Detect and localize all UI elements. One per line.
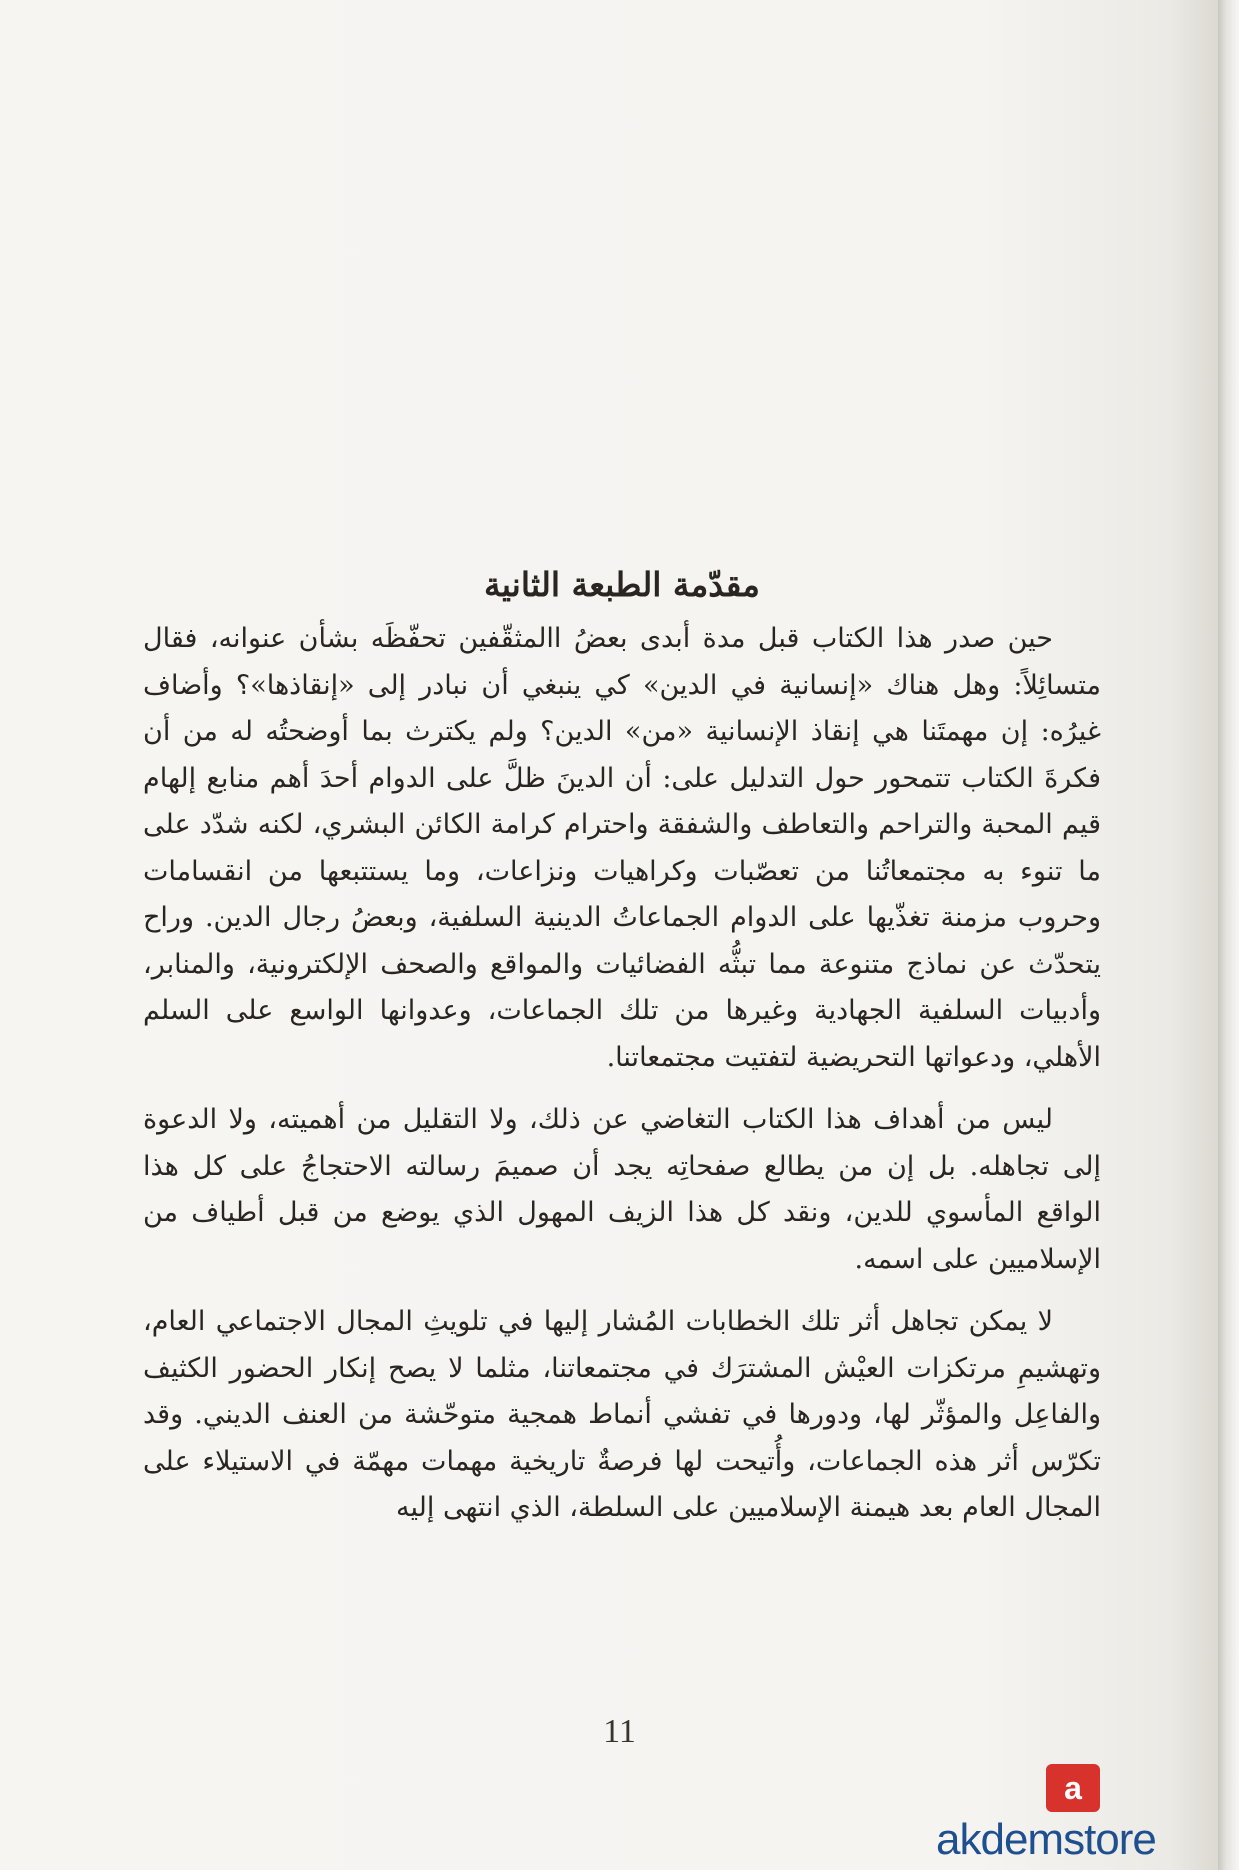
chapter-title: مقدّمة الطبعة الثانية bbox=[484, 565, 760, 604]
store-logo-icon bbox=[1046, 1764, 1100, 1812]
page-edge bbox=[1218, 0, 1239, 1870]
paragraph-1: حين صدر هذا الكتاب قبل مدة أبدى بعضُ االمثقّفين تحفّظَه بشأن عنوانه، فقال متسائِلاً: وهل هناك «إنسانية في الدين» كي ينبغي أن نبادر إلى «إنقاذها»؟ وأضاف غيرُه: إن مهمتَنا هي إنقاذ الإنسانية «من» الدين؟ ولم يكترث بما أوضحتُه له من أن فكرةَ الكتاب تتمحور حول التدليل على: أن الدينَ ظلَّ على الدوام أحدَ أهم منابع إلهام قيم المحبة والتراحم والتعاطف والشفقة واحترام كرامة الكائن البشري، لكنه شدّد على ما تنوء به مجتمعاتُنا من تعصّبات وكراهيات ونزاعات، وما يستتبعها من انقسامات وحروب مزمنة تغذّيها على الدوام الجماعاتُ الدينية السلفية، وبعضُ رجال الدين. وراح يتحدّث عن نماذج متنوعة مما تبثُّه الفضائيات والمواقع والصحف الإلكترونية، والمنابر، وأدبيات السلفية الجهادية وغيرها من تلك الجماعات، وعدوانها الواسع على السلم الأهلي، ودعواتها التحريضية لتفتيت مجتمعاتنا. bbox=[143, 623, 1101, 1073]
body-text bbox=[143, 562, 1101, 1548]
paragraph-3: لا يمكن تجاهل أثر تلك الخطابات المُشار إليها في تلويثِ المجال الاجتماعي العام، وتهشيمِ مرتكزات العيْش المشترَك في مجتمعاتنا، مثلما لا يصح إنكار الحضور الكثيف والفاعِل والمؤثّر لها، ودورها في تفشي أنماط همجية متوحّشة من العنف الديني. وقد تكرّس أثر هذه الجماعات، وأُتيحت لها فرصةٌ تاريخية مهمات مهمّة في الاستيلاء على المجال العام بعد هيمنة الإسلاميين على السلطة، الذي انتهى إليه bbox=[143, 1306, 1101, 1523]
store-watermark bbox=[936, 1764, 1236, 1866]
page-number: 11 bbox=[603, 1713, 636, 1750]
store-name: akdemstore bbox=[936, 1815, 1156, 1864]
paragraph-2: ليس من أهداف هذا الكتاب التغاضي عن ذلك، ولا التقليل من أهميته، ولا الدعوة إلى تجاهله. بل إن من يطالع صفحاتِه يجد أن صميمَ رسالته الاحتجاجُ على كل هذا الواقع المأسوي للدين، ونقد كل هذا الزيف المهول الذي يوضع من قبل أطياف من الإسلاميين على اسمه. bbox=[143, 1104, 1101, 1275]
logo-badge-letter: a bbox=[1064, 1770, 1082, 1806]
